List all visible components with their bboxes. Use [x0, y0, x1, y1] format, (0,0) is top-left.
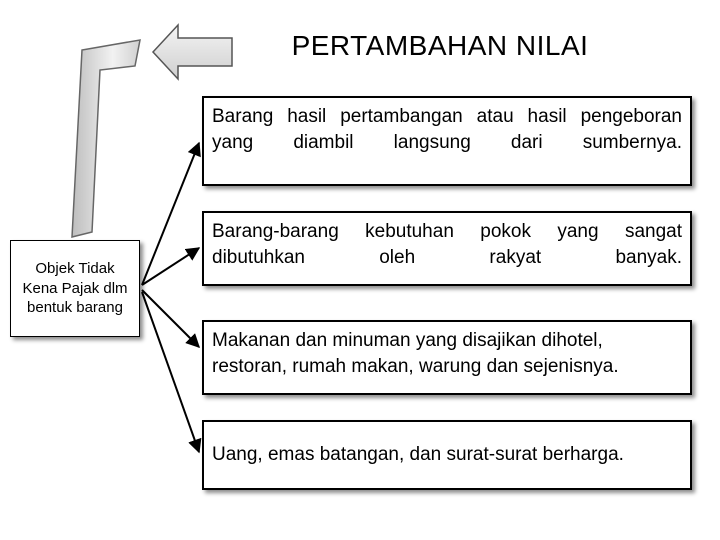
page-title: PERTAMBAHAN NILAI — [291, 30, 589, 61]
connector-1 — [142, 143, 199, 285]
source-label: Objek Tidak Kena Pajak dlm bentuk barang — [22, 260, 128, 317]
item-text-2: Barang-barang kebutuhan pokok yang sangat dibutuhkan oleh rakyat banyak. — [212, 221, 682, 268]
source-box — [10, 240, 140, 337]
connector-4 — [142, 292, 199, 452]
item-box-4 — [202, 420, 692, 490]
item-box-2 — [202, 211, 692, 286]
item-text-1: Barang hasil pertambangan atau hasil pengeboran yang diambil langsung dari sumbernya. — [212, 106, 682, 153]
bracket-shape — [72, 40, 140, 237]
item-text-4: Uang, emas batangan, dan surat-surat berharga. — [212, 444, 624, 466]
item-box-1 — [202, 96, 692, 186]
connector-2 — [142, 248, 199, 285]
left-arrow-icon — [153, 25, 232, 79]
item-text-3: Makanan dan minuman yang disajikan dihotel, restoran, rumah makan, warung dan sejenisnya. — [212, 330, 619, 377]
item-box-3 — [202, 320, 692, 395]
